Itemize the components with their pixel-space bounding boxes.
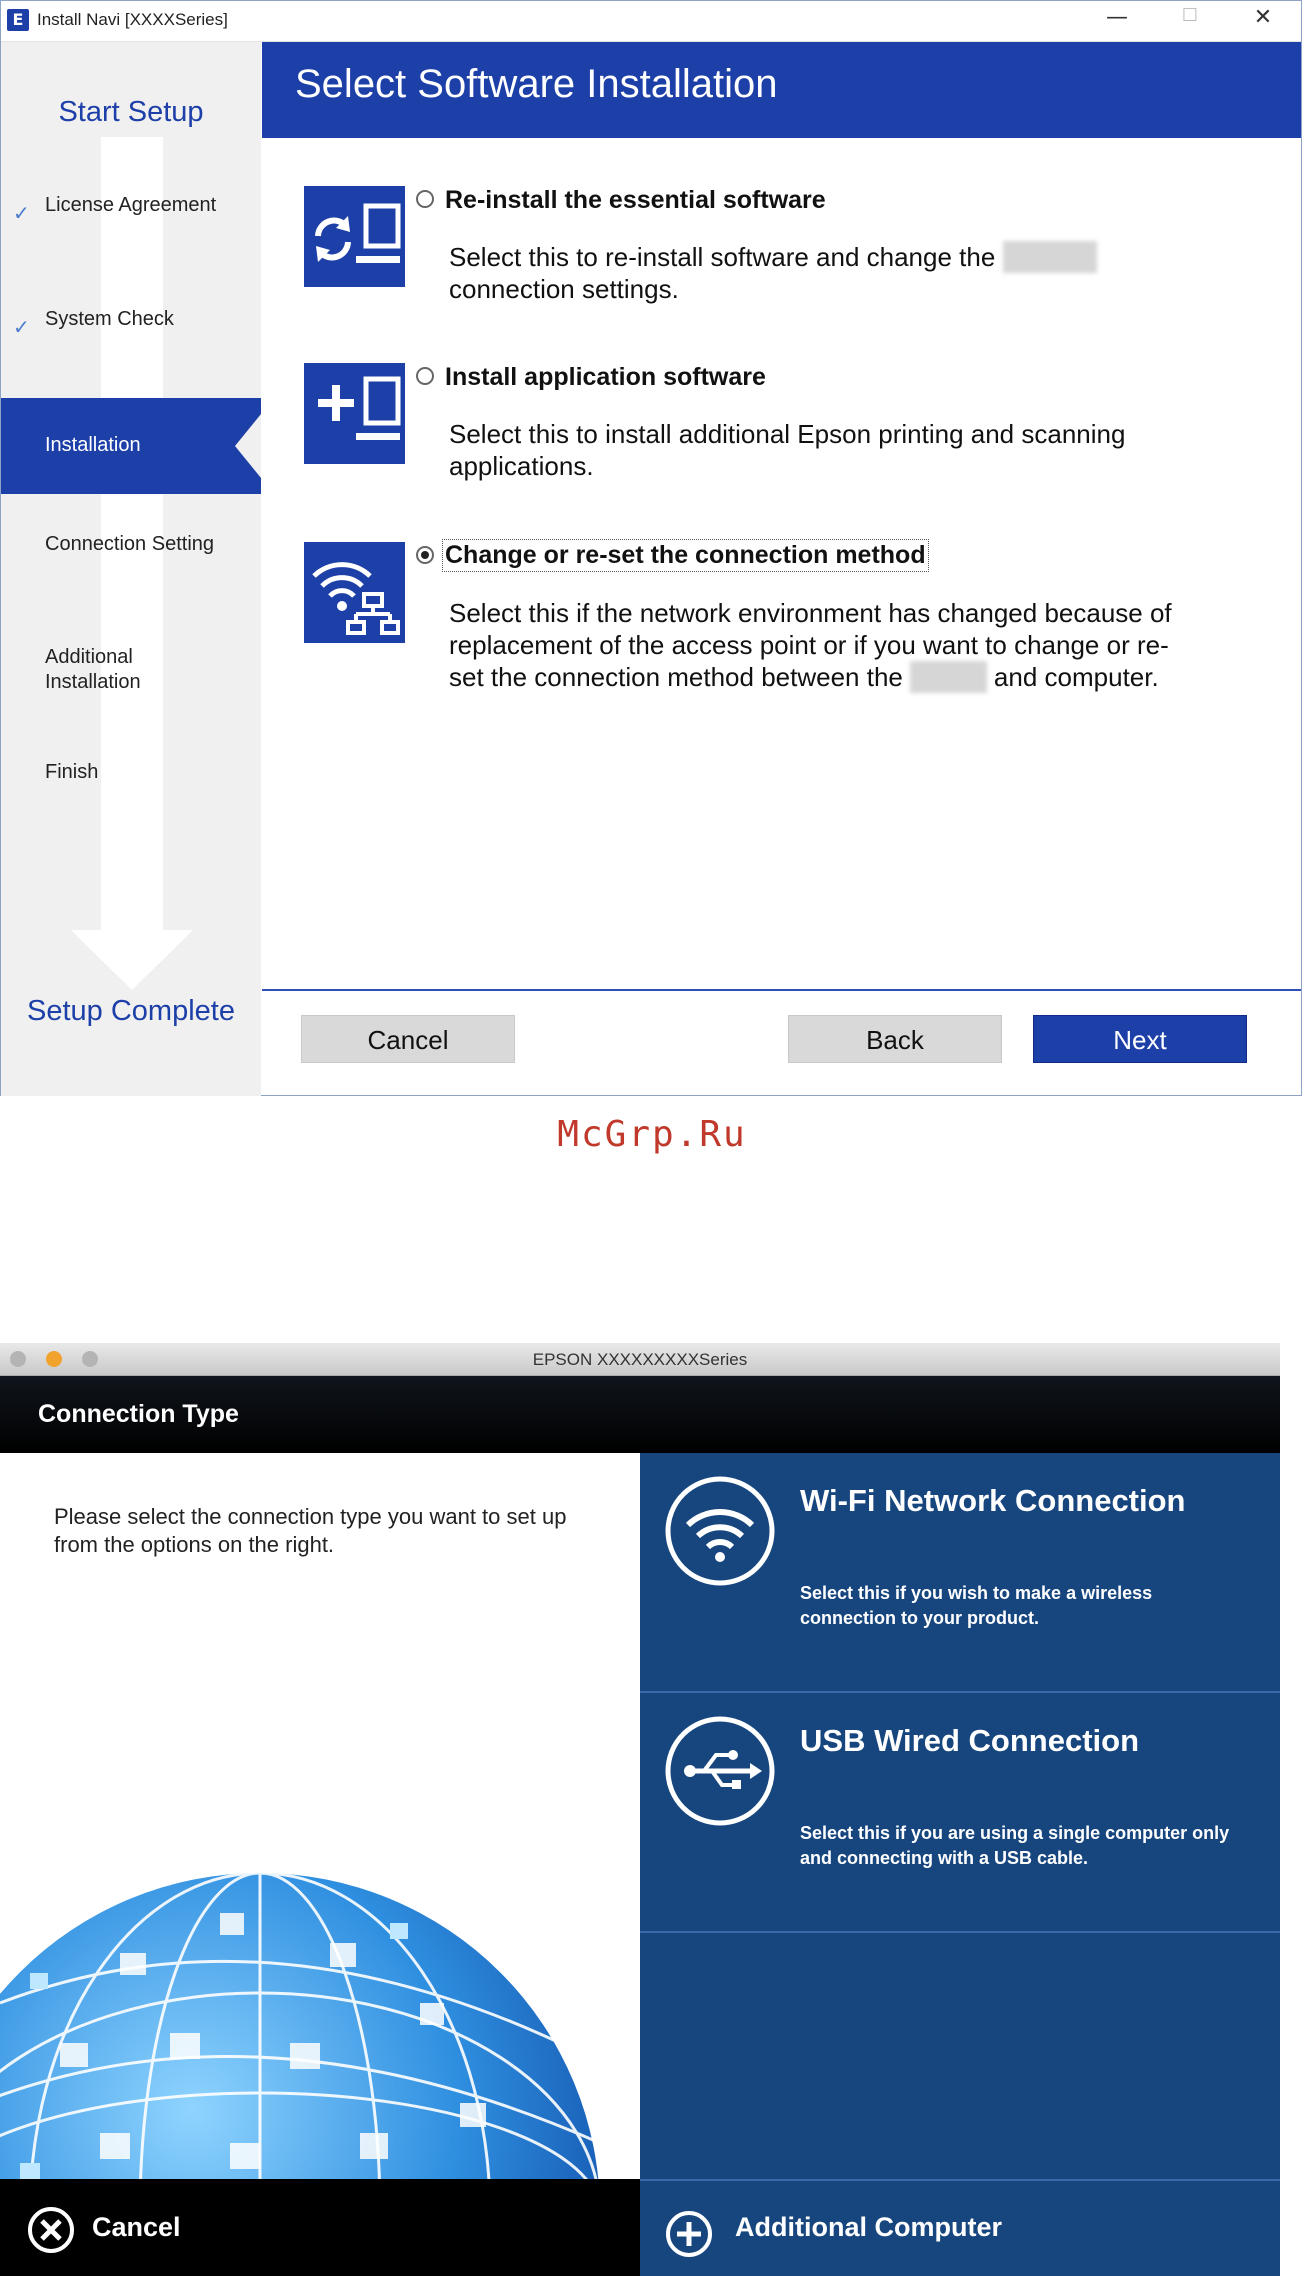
wifi-icon [664,1475,776,1592]
option-description [449,597,1179,693]
active-step-pointer [235,414,261,478]
reinstall-icon [304,186,405,287]
page-title: Connection Type [38,1400,239,1428]
setup-steps-sidebar [1,42,261,1096]
option-title: Wi-Fi Network Connection [800,1483,1186,1518]
title-bar [1,1,1301,42]
option-title[interactable]: Re-install the essential software [445,186,826,214]
step-label: Connection Setting [45,533,215,555]
option-description: Select this if you wish to make a wireless connection to your product. [800,1583,1153,1628]
add-circle-icon[interactable] [664,2209,714,2264]
network-wifi-icon [304,542,405,643]
option-title: USB Wired Connection [800,1723,1140,1758]
desc-text: Select this to re-install software and change the [449,242,996,272]
radio-change-connection[interactable] [416,546,434,564]
setup-complete-label: Setup Complete [27,995,235,1027]
option-description: Select this to install additional Epson printing and scanning applications. [449,419,1126,481]
add-application-icon [304,363,405,464]
radio-reinstall[interactable] [416,190,434,208]
option-description: Select this if you are using a single computer only and connecting with a USB cable. [800,1823,1230,1868]
footer-divider [262,989,1301,991]
step-label: Finish [45,761,99,783]
option-title[interactable]: Change or re-set the connection method [445,541,926,569]
additional-computer-button[interactable]: Additional Computer [735,2212,1002,2242]
blurred-product-name [910,661,987,693]
epson-connection-window [0,1343,1280,2276]
radio-install-application[interactable] [416,367,434,385]
step-label: License Agreement [45,194,217,216]
desc-text: and computer. [993,662,1159,692]
page-header [262,42,1301,138]
cancel-button[interactable]: Cancel [301,1015,515,1063]
wifi-connection-option[interactable] [640,1453,1280,1693]
title-bar [0,1343,1280,1376]
minimize-button[interactable]: — [1106,5,1128,30]
cancel-icon[interactable] [26,2205,76,2260]
step-label: Additional Installation [45,646,141,693]
close-button[interactable]: ✕ [1253,5,1273,30]
page-header [0,1376,1280,1453]
progress-arrow-head [71,930,193,990]
page-title: Select Software Installation [295,62,778,106]
start-setup-label: Start Setup [58,96,204,128]
check-icon: ✓ [13,201,30,225]
back-button[interactable]: Back [788,1015,1002,1063]
usb-connection-option[interactable] [640,1693,1280,1933]
step-installation-active [1,398,261,494]
window-title: EPSON XXXXXXXXXSeries [532,1350,748,1369]
desc-text: connection settings. [449,274,679,304]
network-globe-image [0,1743,640,2223]
window-title: Install Navi [XXXXSeries] [37,10,228,29]
step-label: Installation [45,434,141,456]
desc-text: Select this if the network environment has changed because of replacement of the access point or if you want to change or re-set the connection method between the [449,598,1172,692]
install-navi-window [0,0,1302,1096]
next-button[interactable]: Next [1033,1015,1247,1063]
app-icon: E [7,9,29,31]
step-label: System Check [45,308,174,330]
usb-icon [664,1715,776,1832]
maximize-button[interactable]: ☐ [1181,5,1199,26]
option-title[interactable]: Install application software [445,363,766,391]
connection-options-panel [640,1453,1280,2276]
cancel-button[interactable]: Cancel [92,2212,181,2242]
blurred-product-name [1003,241,1098,273]
instruction-text: Please select the connection type you want to set up from the options on the right. [54,1504,567,1557]
watermark: McGrp.Ru [557,1114,747,1155]
option-description [449,241,1179,305]
check-icon: ✓ [13,315,30,339]
